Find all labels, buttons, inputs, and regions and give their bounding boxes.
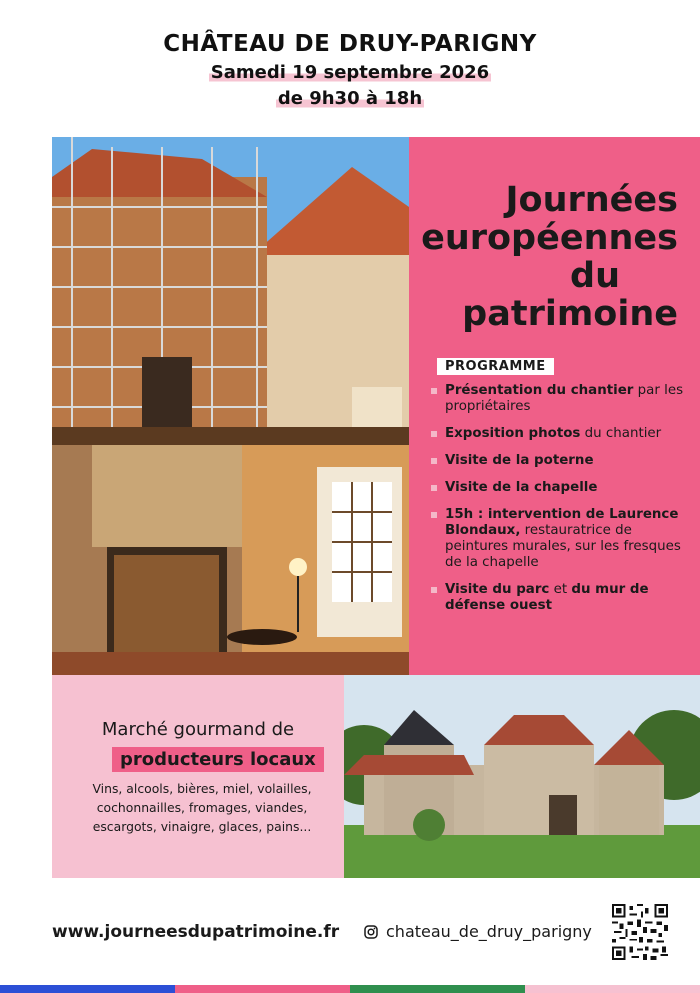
list-item: Exposition photos du chantier [431,426,693,442]
header [0,28,700,112]
stripe-blue [0,985,175,993]
programme-label: PROGRAMME [437,358,554,375]
list-item: Visite de la chapelle [431,480,693,496]
stripe-pink [175,985,350,993]
market-highlight: producteurs locaux [112,747,324,772]
programme-panel [409,137,700,675]
market-products: Vins, alcools, bières, miel, volailles, cochonnailles, fromages, viandes, escargots, vinaigre, glaces, pains... [92,781,312,834]
bullet-icon [431,458,437,464]
photo-chateau-exterior [344,675,700,878]
qr-code-icon[interactable] [612,904,668,960]
bullet-icon [431,388,437,394]
programme-list [431,383,693,625]
list-item: 15h : intervention de Laurence Blondaux, restauratrice de peintures murales, sur les fresques de la chapelle [431,507,693,571]
list-item: Présentation du chantier par les propriétaires [431,383,693,415]
instagram-icon [364,925,378,939]
interior-illustration [52,427,409,675]
bullet-icon [431,431,437,437]
list-item: Visite de la poterne [431,453,693,469]
bullet-icon [431,587,437,593]
stripe-light-pink [525,985,700,993]
chateau-illustration [344,675,700,878]
website-link[interactable]: www.journeesdupatrimoine.fr [52,922,340,942]
list-item: Visite du parc et du mur de défense ouest [431,582,693,614]
bullet-icon [431,512,437,518]
event-date: Samedi 19 septembre 2026 [210,62,490,83]
photo-scaffolding [52,137,409,427]
event-hours: de 9h30 à 18h [277,88,423,109]
stripe-green [350,985,525,993]
scaffolding-illustration [52,137,409,427]
instagram-link[interactable] [364,922,592,941]
color-stripes [0,985,700,993]
bullet-icon [431,485,437,491]
instagram-handle: chateau_de_druy_parigny [386,922,592,941]
photo-interior [52,427,409,675]
venue-title: CHÂTEAU DE DRUY-PARIGNY [163,31,537,57]
market-panel [52,675,344,878]
market-title: Marché gourmand de [101,719,295,740]
event-title: Journées européennes du patrimoine [421,180,678,334]
